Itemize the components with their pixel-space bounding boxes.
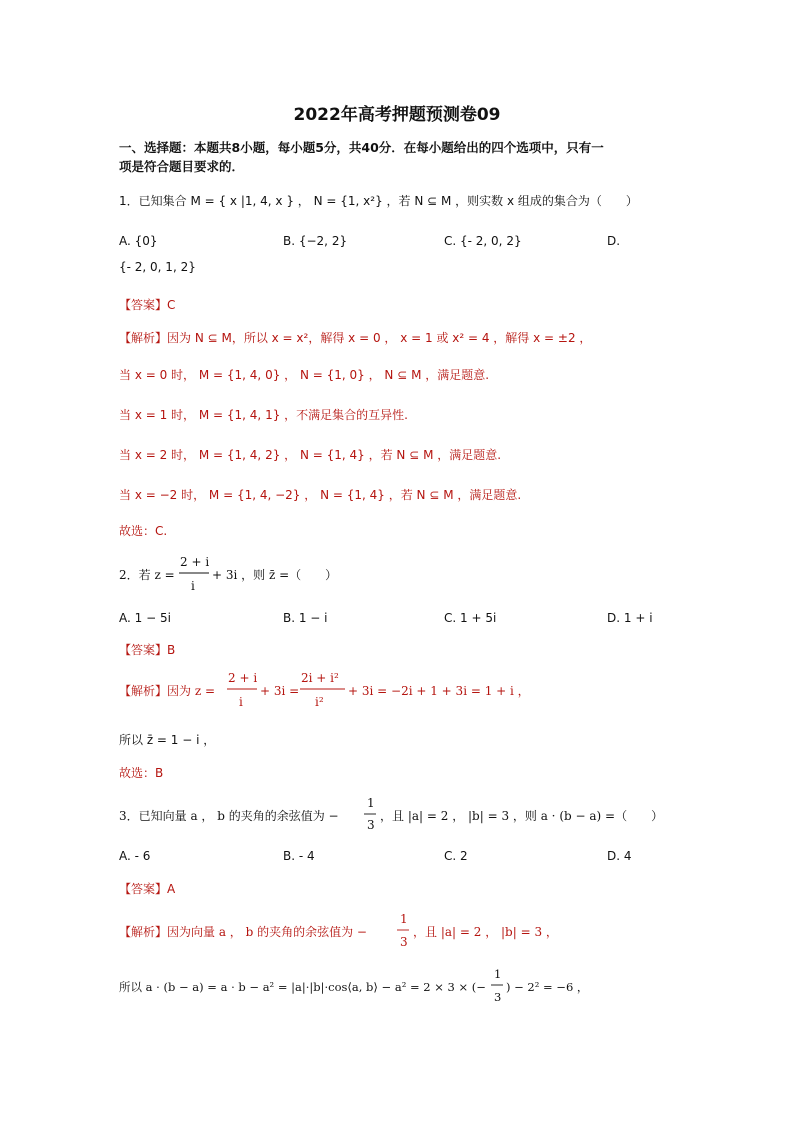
q3-option-c: C. 2 [444, 849, 468, 863]
q3-stem-suffix: ，且 |a| = 2 ， |b| = 3 ，则 a · (b − a) =（ ） [380, 809, 664, 823]
q1-option-d-label: D. [607, 234, 621, 248]
q1-option-c: C. {- 2, 0, 2} [444, 234, 522, 248]
q1-option-a: A. {0} [119, 234, 158, 248]
q1-answer: 【答案】C [119, 298, 176, 312]
q2-answer: 【答案】B [119, 643, 176, 657]
q1-analysis-line-3: 当 x = 1 时， M = {1, 4, 1} ，不满足集合的互异性. [119, 408, 408, 422]
q1-option-b: B. {−2, 2} [283, 234, 348, 248]
q1-analysis-line-5: 当 x = −2 时， M = {1, 4, −2} ， N = {1, 4} ，若 N ⊆ M ，满足题意. [119, 488, 522, 502]
q3-answer: 【答案】A [119, 882, 176, 896]
q2-option-c: C. 1 + 5i [444, 611, 497, 625]
q3-analysis-line2-frac-num: 1 [494, 967, 502, 981]
q3-analysis-frac-den: 3 [400, 935, 408, 949]
q3-analysis-line2-prefix: 所以 a · (b − a) = a · b − a² = |a|·|b|·cos⟨a, b⟩ − a² = 2 × 3 × (− [119, 980, 486, 994]
q2-analysis-prefix: 【解析】因为 z = [119, 684, 216, 698]
q3-analysis-suffix: ，且 |a| = 2 ， |b| = 3 ， [413, 925, 558, 939]
q1-analysis-line-1: 【解析】因为 N ⊆ M，所以 x = x²，解得 x = 0 ， x = 1 或 x² = 4 ，解得 x = ±2 ， [119, 331, 592, 345]
q3-analysis-frac-num: 1 [400, 912, 408, 926]
q2-stem-suffix: + 3i ，则 z̄ =（ ） [212, 568, 338, 582]
page-title: 2022年高考押题预测卷09 [293, 105, 501, 125]
q2-analysis-frac1-den: i [239, 695, 243, 709]
q3-analysis-line2-suffix: ) − 2² = −6 ， [506, 980, 589, 994]
section-heading-line-1: 一、选择题：本题共8小题，每小题5分，共40分．在每小题给出的四个选项中，只有一 [119, 140, 604, 155]
q1-choice: 故选：C. [119, 524, 168, 538]
q2-analysis-mid: + 3i = [260, 684, 300, 698]
q2-option-b: B. 1 − i [283, 611, 328, 625]
q1-analysis-line-2: 当 x = 0 时， M = {1, 4, 0} ， N = {1, 0} ， N ⊆ M ，满足题意. [119, 368, 490, 382]
q3-option-b: B. - 4 [283, 849, 315, 863]
q3-frac-numerator: 1 [367, 796, 375, 810]
q3-frac-denominator: 3 [367, 818, 375, 832]
q2-conclusion: 所以 z̄ = 1 − i ， [119, 733, 216, 747]
q3-stem-prefix: 3．已知向量 a ， b 的夹角的余弦值为 − [119, 809, 339, 823]
q3-option-a: A. - 6 [119, 849, 151, 863]
section-heading-line-2: 项是符合题目要求的． [119, 159, 245, 174]
q2-stem-prefix: 2．若 z = [119, 568, 175, 582]
q1-analysis-line-4: 当 x = 2 时， M = {1, 4, 2} ， N = {1, 4} ，若 N ⊆ M ，满足题意. [119, 448, 502, 462]
q1-stem: 1．已知集合 M = { x |1, 4, x } ， N = {1, x²} ，若 N ⊆ M ，则实数 x 组成的集合为（ ） [119, 194, 638, 208]
q2-frac-denominator: i [191, 579, 195, 593]
q2-analysis-frac1-num: 2 + i [228, 671, 258, 685]
q2-analysis-frac2-num: 2i + i² [301, 671, 339, 685]
q2-analysis-frac2-den: i² [315, 695, 324, 709]
q2-option-d: D. 1 + i [607, 611, 653, 625]
q2-choice: 故选：B [119, 766, 164, 780]
q1-option-d-value: {- 2, 0, 1, 2} [119, 260, 196, 274]
q2-frac-numerator: 2 + i [180, 555, 210, 569]
q2-option-a: A. 1 − 5i [119, 611, 171, 625]
q3-analysis-line2-frac-den: 3 [494, 990, 502, 1004]
q3-option-d: D. 4 [607, 849, 632, 863]
q3-analysis-prefix: 【解析】因为向量 a ， b 的夹角的余弦值为 − [119, 925, 367, 939]
q2-analysis-tail: + 3i = −2i + 1 + 3i = 1 + i ， [348, 684, 530, 698]
